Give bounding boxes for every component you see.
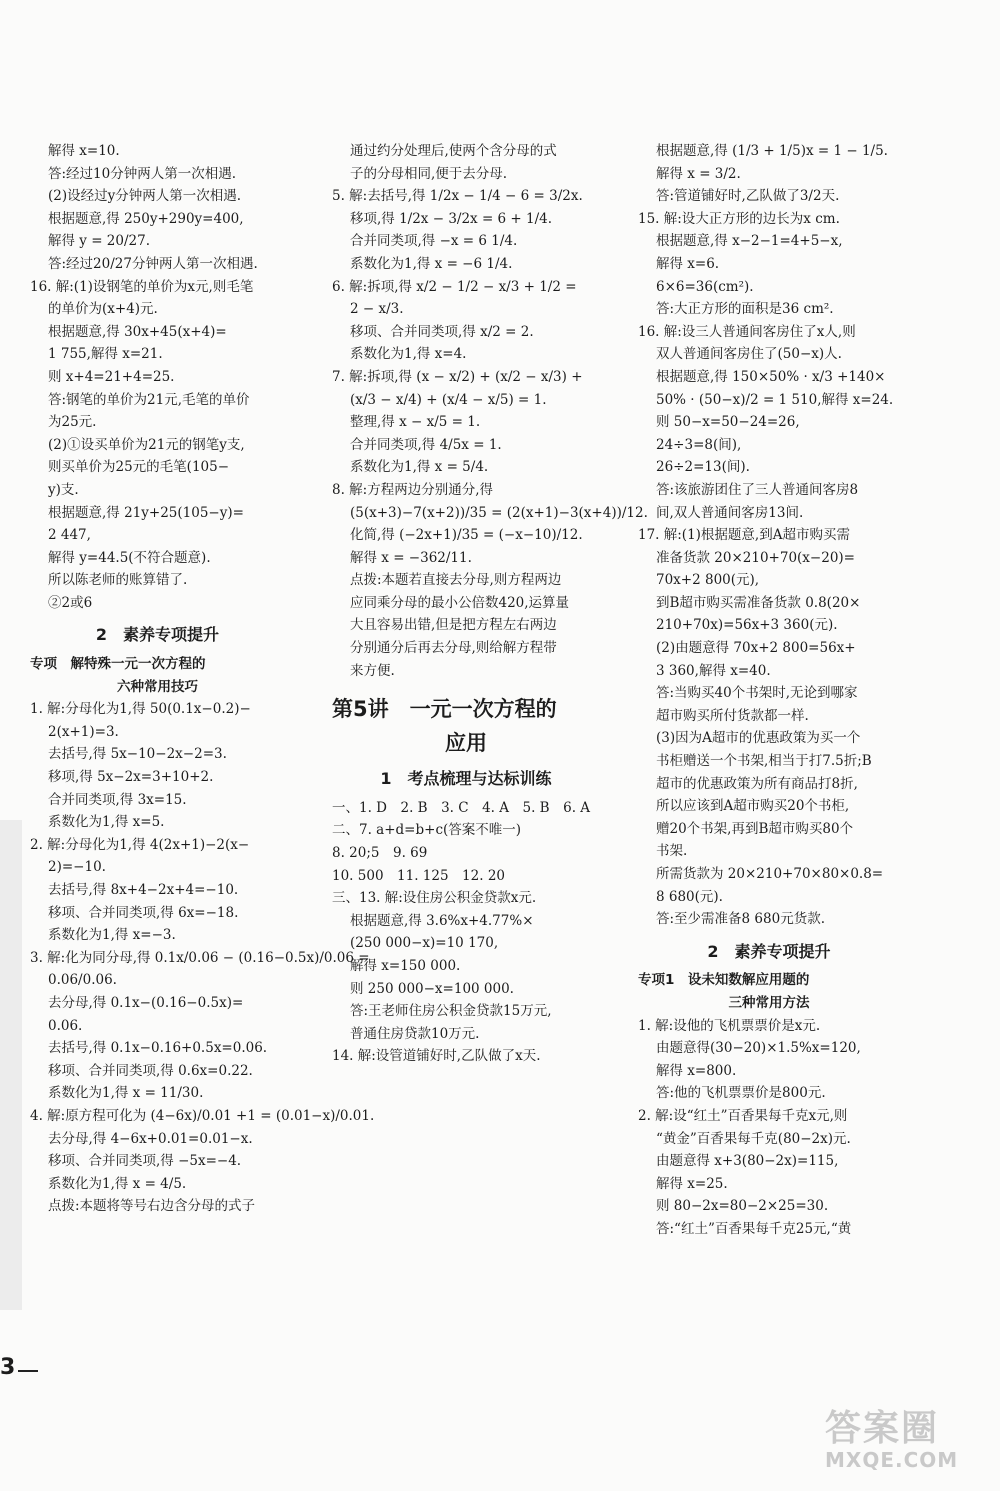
answer-line: 则 50−x=50−24=26, <box>656 414 800 431</box>
answer-line: 第5讲 一元一次方程的 <box>332 697 557 722</box>
answer-line: 系数化为1,得 x = −6 1/4. <box>350 255 513 272</box>
answer-line: 去括号,得 5x−10−2x−2=3. <box>48 746 227 763</box>
answer-line: 6. 解:拆项,得 x/2 − 1/2 − x/3 + 1/2 = <box>332 278 577 295</box>
answer-line: 系数化为1,得 x=−3. <box>48 927 176 944</box>
answer-line: 赠20个书架,再到B超市购买80个 <box>656 820 854 837</box>
answer-line: 专项 解特殊一元一次方程的 <box>30 656 206 673</box>
answer-line: 应同乘分母的最小公倍数420,运算量 <box>350 594 570 611</box>
answer-line: 应用 <box>445 731 487 756</box>
answer-line: 则 x+4=21+4=25. <box>48 368 175 385</box>
answer-line: (5(x+3)−7(x+2))/35 = (2(x+1)−3(x+4))/12. <box>350 504 648 521</box>
answer-line: 由题意得 x+3(80−2x)=115, <box>656 1153 839 1170</box>
answer-line: 解得 x=6. <box>656 255 720 272</box>
answer-line: 1. 解:分母化为1,得 50(0.1x−0.2)− <box>30 701 251 718</box>
answer-line: 根据题意,得 250y+290y=400, <box>48 210 244 227</box>
answer-line: 17. 解:(1)根据题意,到A超市购买需 <box>638 527 850 544</box>
answer-line: 答:该旅游团住了三人普通间客房8 <box>656 481 859 498</box>
answer-line: 解得 x=25. <box>656 1175 728 1192</box>
answer-line: 15. 解:设大正方形的边长为x cm. <box>638 210 840 227</box>
answer-line: 解得 y = 20/27. <box>48 233 151 250</box>
answer-line: 合并同类项,得 3x=15. <box>48 791 187 808</box>
answer-line: 书柜赠送一个书架,相当于打7.5折;B <box>656 753 872 770</box>
answer-line: 书架. <box>656 843 688 860</box>
answer-line: 8 680(元). <box>656 888 723 905</box>
watermark-logo <box>805 1400 985 1480</box>
answer-line: 来方便. <box>350 662 395 679</box>
answer-line: 8. 解:方程两边分别通分,得 <box>332 481 494 498</box>
answer-line: 化简,得 (−2x+1)/35 = (−x−10)/12. <box>350 527 583 544</box>
answer-line: 2 素养专项提升 <box>95 625 220 645</box>
answer-line: 移项、合并同类项,得 0.6x=0.22. <box>48 1062 253 1079</box>
answer-line: 8. 20;5 9. 69 <box>332 845 428 862</box>
answer-line: 4. 解:原方程可化为 (4−6x)/0.01 +1 = (0.01−x)/0.01. <box>30 1107 375 1124</box>
answer-line: 所需货款为 20×210+70×80×0.8= <box>656 866 884 882</box>
answer-line: 答:他的飞机票票价是800元. <box>656 1085 826 1102</box>
answer-line: (2)设经过y分钟两人第一次相遇. <box>48 188 242 205</box>
answer-line: 答:当购买40个书架时,无论到哪家 <box>656 685 858 702</box>
watermark-text: 答案圈 <box>825 1408 940 1449</box>
answer-line: 5. 解:去括号,得 1/2x − 1/4 − 6 = 3/2x. <box>332 188 583 205</box>
answer-line: 16. 解:设三人普通间客房住了x人,则 <box>638 323 856 340</box>
answer-line: 根据题意,得 30x+45(x+4)= <box>48 323 227 340</box>
answer-line: 1. 解:设他的飞机票票价是x元. <box>638 1017 821 1034</box>
answer-line: 合并同类项,得 4/5x = 1. <box>350 436 502 453</box>
answer-line: 通过约分处理后,使两个含分母的式 <box>350 143 557 159</box>
answer-line: 答:“红土”百香果每千克25元,“黄 <box>656 1220 852 1237</box>
answer-line: (3)因为A超市的优惠政策为买一个 <box>656 730 861 747</box>
answer-column-2 <box>332 140 648 1068</box>
answer-line: 50% · (50−x)/2 = 1 510,解得 x=24. <box>656 391 894 408</box>
answer-line: 解得 x=150 000. <box>350 958 461 974</box>
answer-line: 去分母,得 0.1x−(0.16−0.5x)= <box>48 994 244 1011</box>
answer-line: 答:至少需准备8 680元货款. <box>656 911 825 928</box>
answer-line: 则 250 000−x=100 000. <box>350 980 514 997</box>
answer-line: 去括号,得 8x+4−2x+4=−10. <box>48 882 239 898</box>
answer-line: 答:大正方形的面积是36 cm². <box>656 301 834 318</box>
answer-line: 210+70x)=56x+3 360(元). <box>656 617 838 634</box>
answer-line: 专项1 设未知数解应用题的 <box>638 972 810 989</box>
answer-line: 移项,得 1/2x − 3/2x = 6 + 1/4. <box>350 210 553 227</box>
answer-line: 三种常用方法 <box>728 994 810 1011</box>
answer-line: 6×6=36(cm²). <box>656 278 754 295</box>
answer-line: 答:经过20/27分钟两人第一次相遇. <box>48 255 258 272</box>
answer-line: 移项、合并同类项,得 6x=−18. <box>48 904 239 921</box>
answer-line: 系数化为1,得 x=4. <box>350 346 467 363</box>
answer-line: 10. 500 11. 125 12. 20 <box>332 867 505 884</box>
answer-line: 超市的优惠政策为所有商品打8折, <box>656 775 858 792</box>
answer-line: 移项、合并同类项,得 −5x=−4. <box>48 1153 242 1170</box>
answer-line: 系数化为1,得 x=5. <box>48 814 165 831</box>
answer-line: 双人普通间客房住了(50−x)人. <box>656 346 842 363</box>
answer-line: 整理,得 x − x/5 = 1. <box>350 414 481 431</box>
answer-line: y)支. <box>48 481 79 498</box>
answer-line: 根据题意,得 150×50% · x/3 +140× <box>656 368 886 385</box>
answer-line: 0.06. <box>48 1017 83 1034</box>
answer-line: 解得 y=44.5(不符合题意). <box>48 549 211 566</box>
answer-line: (2)由题意得 70x+2 800=56x+ <box>656 640 856 657</box>
answer-line: 2. 解:设“红土”百香果每千克x元,则 <box>638 1107 848 1124</box>
answer-line: 由题意得(30−20)×1.5%x=120, <box>656 1040 861 1057</box>
answer-line: “黄金”百香果每千克(80−2x)元. <box>656 1130 851 1147</box>
answer-line: 答:钢笔的单价为21元,毛笔的单价 <box>48 391 250 408</box>
answer-line: 大且容易出错,但是把方程左右两边 <box>350 617 557 634</box>
page-number: 3 <box>0 1355 16 1380</box>
answer-line: 六种常用技巧 <box>117 678 198 695</box>
answer-line: 移项,得 5x−2x=3+10+2. <box>48 769 214 786</box>
answer-line: 2(x+1)=3. <box>48 723 119 740</box>
answer-column-3 <box>638 140 900 1241</box>
answer-line: 去分母,得 4−6x+0.01=0.01−x. <box>48 1130 253 1147</box>
answer-line: 准备货款 20×210+70(x−20)= <box>656 549 855 566</box>
answer-line: 去括号,得 0.1x−0.16+0.5x=0.06. <box>48 1040 268 1057</box>
answer-line: 子的分母相同,便于去分母. <box>350 165 508 182</box>
answer-line: 根据题意,得 21y+25(105−y)= <box>48 504 244 521</box>
answer-line: 二、7. a+d=b+c(答案不唯一) <box>332 822 522 839</box>
page-edge-shadow <box>0 820 22 1310</box>
answer-line: (x/3 − x/4) + (x/4 − x/5) = 1. <box>350 391 547 408</box>
answer-line: 答:王老师住房公积金贷款15万元, <box>350 1003 552 1020</box>
answer-line: 根据题意,得 x−2−1=4+5−x, <box>656 233 843 250</box>
answer-line: 解得 x = 3/2. <box>656 165 741 182</box>
answer-line: ②2或6 <box>48 594 93 611</box>
answer-line: 三、13. 解:设住房公积金贷款x元. <box>332 890 537 907</box>
watermark-url: MXQE.COM <box>825 1448 959 1472</box>
answer-line: 2 447, <box>48 527 91 544</box>
answer-line: 普通住房贷款10万元. <box>350 1025 480 1042</box>
answer-line: 0.06/0.06. <box>48 972 117 989</box>
answer-line: 为25元. <box>48 414 97 431</box>
answer-line: 2 − x/3. <box>350 301 404 318</box>
answer-line: 答:经过10分钟两人第一次相遇. <box>48 165 237 182</box>
answer-line: 答:管道铺好时,乙队做了3/2天. <box>656 188 840 205</box>
answer-line: 超市购买所付货款都一样. <box>656 707 809 724</box>
answer-line: 根据题意,得 (1/3 + 1/5)x = 1 − 1/5. <box>656 143 888 159</box>
answer-line: 所以应该到A超市购买20个书柜, <box>656 798 850 815</box>
answer-line: 点拨:本题将等号右边含分母的式子 <box>48 1198 256 1215</box>
answer-line: 到B超市购买需准备货款 0.8(20× <box>656 594 861 611</box>
answer-line: 解得 x=10. <box>48 143 120 159</box>
answer-line: 所以陈老师的账算错了. <box>48 572 188 589</box>
answer-line: 16. 解:(1)设钢笔的单价为x元,则毛笔 <box>30 278 254 295</box>
answer-line: 3. 解:化为同分母,得 0.1x/0.06 − (0.16−0.5x)/0.06 = <box>30 949 370 966</box>
answer-line: 解得 x = −362/11. <box>350 549 472 566</box>
answer-line: 合并同类项,得 −x = 6 1/4. <box>350 233 518 250</box>
answer-line: 2 素养专项提升 <box>707 941 831 961</box>
answer-line: (250 000−x)=10 170, <box>350 935 499 952</box>
answer-line: 26÷2=13(间). <box>656 459 750 476</box>
answer-line: 系数化为1,得 x = 11/30. <box>48 1085 204 1102</box>
answer-line: 1 考点梳理与达标训练 <box>380 769 552 789</box>
answer-line: 系数化为1,得 x = 4/5. <box>48 1175 187 1192</box>
answer-line: 系数化为1,得 x = 5/4. <box>350 459 489 476</box>
answer-line: 则 80−2x=80−2×25=30. <box>656 1198 829 1215</box>
answer-line: (2)①设买单价为21元的钢笔y支, <box>48 436 245 453</box>
answer-line: 一、1. D 2. B 3. C 4. A 5. B 6. A <box>332 799 591 816</box>
answer-line: 的单价为(x+4)元. <box>48 301 158 318</box>
answer-line: 间,双人普通间客房13间. <box>656 504 804 521</box>
answer-line: 14. 解:设管道铺好时,乙队做了x天. <box>332 1048 541 1065</box>
answer-line: 2. 解:分母化为1,得 4(2x+1)−2(x− <box>30 836 250 853</box>
answer-line: 移项、合并同类项,得 x/2 = 2. <box>350 323 534 340</box>
answer-line: 1 755,解得 x=21. <box>48 346 163 363</box>
answer-line: 分别通分后再去分母,则给解方程带 <box>350 640 557 657</box>
page-number-dash <box>18 1370 38 1372</box>
answer-line: 7. 解:拆项,得 (x − x/2) + (x/2 − x/3) + <box>332 368 583 385</box>
answer-line: 70x+2 800(元), <box>656 572 760 589</box>
answer-line: 24÷3=8(间), <box>656 436 742 453</box>
answer-line: 解得 x=800. <box>656 1062 737 1079</box>
answer-line: 点拨:本题若直接去分母,则方程两边 <box>350 572 562 589</box>
answer-line: 根据题意,得 3.6%x+4.77%× <box>350 912 534 929</box>
answer-line: 则买单价为25元的毛笔(105− <box>48 459 230 476</box>
answer-line: 3 360,解得 x=40. <box>656 662 771 679</box>
answer-line: 2)=−10. <box>48 859 106 876</box>
